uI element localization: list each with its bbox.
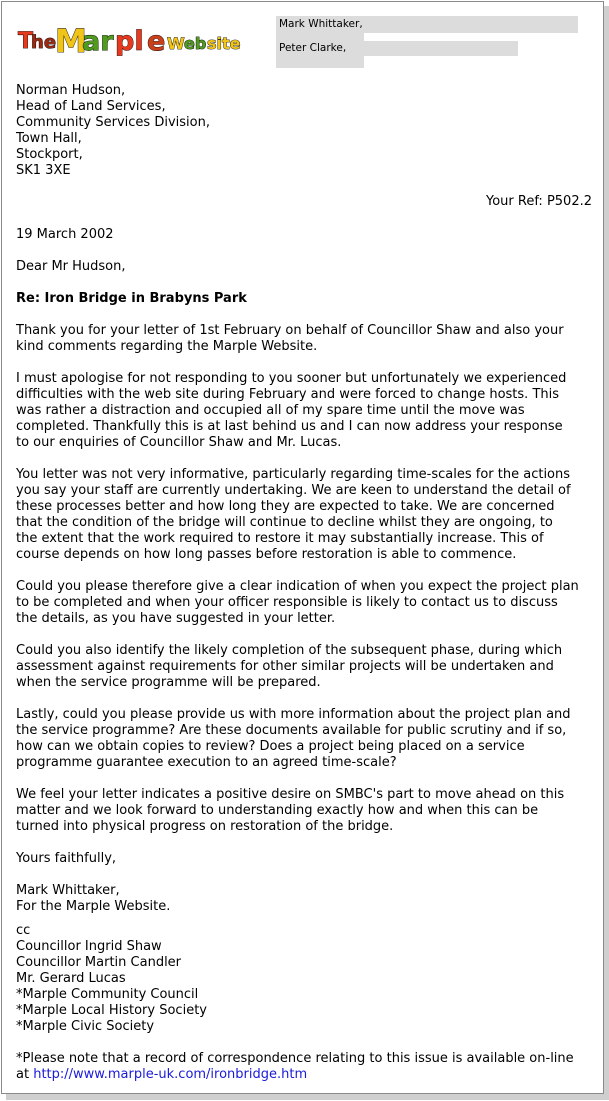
address-line: Norman Hudson, bbox=[16, 83, 126, 98]
ironbridge-link[interactable]: http://www.marple-uk.com/ironbridge.htm bbox=[33, 1066, 308, 1082]
signature-line: For the Marple Website. bbox=[16, 899, 171, 914]
svg-text:he: he bbox=[31, 32, 57, 53]
cc-line: Mr. Gerard Lucas bbox=[16, 971, 126, 986]
svg-text:T: T bbox=[18, 29, 34, 54]
cc-line: *Marple Local History Society bbox=[16, 1003, 207, 1018]
cc-line: *Marple Community Council bbox=[16, 987, 199, 1002]
paragraph-line: I must apologise for not responding to you sooner but unfortunately we experienced bbox=[16, 371, 567, 386]
paragraph bbox=[16, 371, 596, 451]
paragraph-line: matter and we look forward to understanding exactly how and when this can be bbox=[16, 802, 539, 818]
sender-name-1: Mark Whittaker, bbox=[279, 18, 363, 30]
paragraph bbox=[16, 643, 596, 691]
svg-text:site: site bbox=[207, 34, 241, 53]
paragraph-line: was rather a distraction and occupied all of my spare time until the move was bbox=[16, 402, 525, 418]
address-line: Stockport, bbox=[16, 147, 83, 162]
paragraph-line: programme guarantee execution to an agreed time-scale? bbox=[16, 754, 397, 770]
paragraph-line: that the condition of the bridge will continue to decline whilst they are ongoing, to bbox=[16, 514, 553, 530]
redacted-field bbox=[364, 16, 578, 33]
paragraph-line: Thank you for your letter of 1st February on behalf of Councillor Shaw and also your bbox=[16, 323, 564, 338]
paragraph-line: to our enquiries of Councillor Shaw and Mr. Lucas. bbox=[16, 434, 342, 450]
svg-text:eb: eb bbox=[184, 34, 207, 53]
paragraph bbox=[16, 323, 596, 355]
paragraph-line: assessment against requirements for other similar projects will be undertaken and bbox=[16, 658, 554, 674]
paragraph-line: completed. Thankfully this is at last behind us and I can now address your response bbox=[16, 418, 563, 434]
footnote-line bbox=[16, 1067, 596, 1083]
svg-text:ar: ar bbox=[82, 26, 114, 57]
signature-line: Mark Whittaker, bbox=[16, 883, 120, 898]
redacted-field bbox=[354, 41, 518, 56]
address-line: Town Hall, bbox=[16, 131, 82, 146]
cc-line: cc bbox=[16, 923, 31, 938]
svg-text:M: M bbox=[55, 22, 87, 58]
paragraph bbox=[16, 467, 596, 562]
paragraph-line: how can we obtain copies to review? Does a project being placed on a service bbox=[16, 738, 525, 754]
paragraph-line: when the service programme will be prepared. bbox=[16, 674, 321, 690]
footnote bbox=[16, 1051, 596, 1083]
paragraph-line: these processes better and how long they are expected to take. We are concerned bbox=[16, 498, 555, 514]
paragraph-line: to be completed and when your officer responsible is likely to contact us to discuss bbox=[16, 594, 558, 610]
paragraph bbox=[16, 707, 596, 771]
paragraph-line: You letter was not very informative, particularly regarding time-scales for the actions bbox=[16, 467, 571, 482]
recipient-address bbox=[16, 83, 592, 179]
footnote-line: *Please note that a record of correspondence relating to this issue is available on-line bbox=[16, 1051, 574, 1066]
closing: Yours faithfully, bbox=[16, 851, 117, 866]
paragraph-line: Could you please therefore give a clear indication of when you expect the project plan bbox=[16, 579, 579, 594]
paragraph-line: turned into physical progress on restoration of the bridge. bbox=[16, 818, 394, 834]
salutation: Dear Mr Hudson, bbox=[16, 259, 126, 274]
address-line: Head of Land Services, bbox=[16, 99, 166, 114]
paragraph-line: course depends on how long passes before restoration is able to commence. bbox=[16, 546, 517, 562]
cc-line: Councillor Martin Candler bbox=[16, 955, 182, 970]
your-reference: Your Ref: P502.2 bbox=[485, 194, 592, 209]
subject-line: Re: Iron Bridge in Brabyns Park bbox=[16, 291, 247, 306]
cc-list bbox=[16, 923, 592, 1035]
paragraph-line: the service programme? Are these documents available for public scrutiny and if so, bbox=[16, 722, 567, 738]
paragraph bbox=[16, 787, 596, 835]
paragraph-line: the details, as you have suggested in your letter. bbox=[16, 610, 336, 626]
letter-date: 19 March 2002 bbox=[16, 227, 114, 242]
address-line: Community Services Division, bbox=[16, 115, 210, 130]
sender-name-2: Peter Clarke, bbox=[279, 42, 347, 54]
paragraph-line: the extent that the work required to restore it may substantially increase. This of bbox=[16, 530, 544, 546]
marple-website-logo bbox=[17, 22, 257, 58]
paragraph-line: We feel your letter indicates a positive desire on SMBC's part to move ahead on this bbox=[16, 787, 565, 802]
frame-shadow-bottom bbox=[6, 1094, 609, 1100]
address-line: SK1 3XE bbox=[16, 163, 71, 178]
paragraph-line: kind comments regarding the Marple Website. bbox=[16, 338, 318, 354]
signature-block bbox=[16, 883, 592, 915]
paragraph-line: Lastly, could you please provide us with more information about the project plan and bbox=[16, 707, 571, 722]
svg-text:W: W bbox=[167, 34, 185, 53]
paragraph-line: difficulties with the web site during February and were forced to change hosts. This bbox=[16, 386, 560, 402]
cc-line: *Marple Civic Society bbox=[16, 1019, 155, 1034]
svg-text:pl: pl bbox=[115, 26, 144, 57]
paragraph-line: you say your staff are currently undertaking. We are keen to understand the detail of bbox=[16, 482, 571, 498]
paragraph bbox=[16, 579, 596, 627]
footnote-prefix: at bbox=[16, 1066, 34, 1082]
paragraph-line: Could you also identify the likely completion of the subsequent phase, during which bbox=[16, 643, 563, 658]
frame-shadow-right bbox=[604, 6, 609, 1098]
svg-text:e: e bbox=[147, 26, 166, 57]
cc-line: Councillor Ingrid Shaw bbox=[16, 939, 162, 954]
